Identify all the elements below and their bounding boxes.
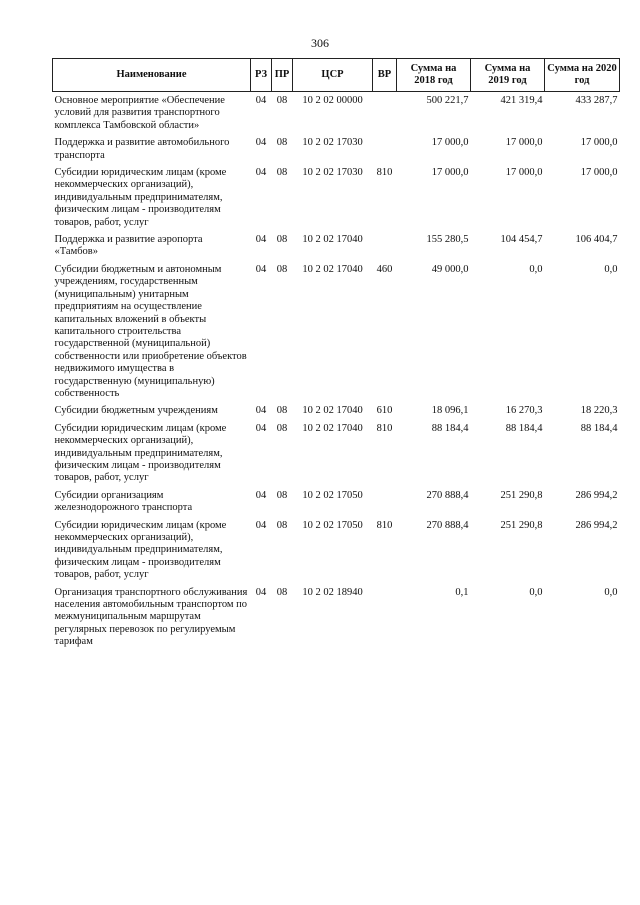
row-sum-2020: 0,0 bbox=[604, 586, 618, 598]
row-pr: 08 bbox=[276, 586, 288, 598]
header-name: Наименование bbox=[53, 59, 251, 92]
table-row bbox=[53, 233, 620, 263]
header-pr: ПР bbox=[272, 59, 293, 92]
row-vr bbox=[373, 92, 397, 137]
row-name: Субсидии бюджетным и автономным учреждениям, государственным (муниципальным) унитарным предприятиям на осуществление капитальных вложений в объекты капитального строительства государственной (муниципальной) собственности или приобретение объектов недвижимого имущества в государственную (муниципальную) собственность bbox=[54, 263, 247, 399]
table-body bbox=[53, 92, 620, 653]
table-row bbox=[53, 136, 620, 166]
row-name: Основное мероприятие «Обеспечение условий для развития транспортного комплекса Тамбовской области» bbox=[54, 95, 225, 131]
table-row bbox=[53, 92, 620, 137]
row-vr: 610 bbox=[376, 405, 393, 417]
row-sum-2020: 18 220,3 bbox=[580, 405, 618, 417]
row-csr: 10 2 02 17050 bbox=[302, 489, 363, 501]
row-name: Субсидии организациям железнодорожного транспорта bbox=[54, 489, 193, 514]
row-sum-2019: 0,0 bbox=[529, 586, 543, 598]
row-sum-2019: 251 290,8 bbox=[500, 489, 543, 501]
row-name: Организация транспортного обслуживания населения автомобильным транспортом по межмуниципальным маршрутам регулярных перевозок по регулируемым тарифам bbox=[54, 586, 248, 648]
row-vr: 810 bbox=[376, 422, 393, 434]
row-sum-2018: 270 888,4 bbox=[426, 519, 469, 531]
row-sum-2018: 0,1 bbox=[455, 586, 469, 598]
row-rz: 04 bbox=[255, 519, 267, 531]
header-csr: ЦСР bbox=[293, 59, 373, 92]
row-sum-2020: 286 994,2 bbox=[575, 489, 618, 501]
row-sum-2019: 16 270,3 bbox=[505, 405, 543, 417]
row-sum-2019: 251 290,8 bbox=[500, 519, 543, 531]
row-pr: 08 bbox=[276, 422, 288, 434]
row-rz: 04 bbox=[255, 422, 267, 434]
row-rz: 04 bbox=[255, 263, 267, 275]
row-vr bbox=[373, 233, 397, 263]
row-rz: 04 bbox=[255, 586, 267, 598]
table-row bbox=[53, 422, 620, 489]
row-vr bbox=[373, 489, 397, 519]
row-csr: 10 2 02 18940 bbox=[302, 586, 363, 598]
row-rz: 04 bbox=[255, 167, 267, 179]
header-sum-2019: Сумма на 2019 год bbox=[471, 59, 545, 92]
row-sum-2019: 421 319,4 bbox=[500, 95, 543, 106]
row-pr: 08 bbox=[276, 234, 288, 246]
table-header bbox=[53, 59, 620, 92]
row-csr: 10 2 02 17030 bbox=[302, 137, 363, 149]
row-csr: 10 2 02 00000 bbox=[302, 95, 363, 106]
row-name: Субсидии юридическим лицам (кроме некоммерческих организаций), индивидуальным предпринимателям, физическим лицам - производителям товаров, работ, услуг bbox=[54, 519, 227, 581]
table-row bbox=[53, 586, 620, 653]
row-rz: 04 bbox=[255, 405, 267, 417]
row-rz: 04 bbox=[255, 95, 267, 106]
row-sum-2018: 49 000,0 bbox=[431, 263, 469, 275]
row-sum-2019: 17 000,0 bbox=[505, 167, 543, 179]
row-csr: 10 2 02 17040 bbox=[302, 234, 363, 246]
row-pr: 08 bbox=[276, 263, 288, 275]
row-sum-2020: 286 994,2 bbox=[575, 519, 618, 531]
row-sum-2018: 155 280,5 bbox=[426, 234, 469, 246]
budget-table bbox=[52, 58, 620, 653]
row-csr: 10 2 02 17030 bbox=[302, 167, 363, 179]
row-name: Поддержка и развитие аэропорта «Тамбов» bbox=[54, 234, 203, 258]
row-vr bbox=[373, 136, 397, 166]
row-sum-2018: 270 888,4 bbox=[426, 489, 469, 501]
row-pr: 08 bbox=[276, 489, 288, 501]
row-sum-2019: 0,0 bbox=[529, 263, 543, 275]
row-sum-2019: 104 454,7 bbox=[500, 234, 543, 246]
page-number: 306 bbox=[311, 36, 329, 50]
row-vr: 810 bbox=[376, 519, 393, 531]
row-sum-2019: 17 000,0 bbox=[505, 137, 543, 149]
row-sum-2020: 106 404,7 bbox=[575, 234, 618, 246]
header-sum-2020: Сумма на 2020 год bbox=[545, 59, 620, 92]
row-vr bbox=[373, 586, 397, 653]
row-vr: 460 bbox=[376, 263, 393, 275]
row-sum-2019: 88 184,4 bbox=[505, 422, 543, 434]
row-sum-2018: 17 000,0 bbox=[431, 137, 469, 149]
row-name: Субсидии юридическим лицам (кроме некоммерческих организаций), индивидуальным предпринимателям, физическим лицам - производителям товаров, работ, услуг bbox=[54, 422, 227, 484]
table-row bbox=[53, 404, 620, 421]
row-csr: 10 2 02 17040 bbox=[302, 405, 363, 417]
row-sum-2018: 500 221,7 bbox=[426, 95, 469, 106]
row-rz: 04 bbox=[255, 234, 267, 246]
table-row bbox=[53, 166, 620, 233]
header-sum-2018: Сумма на 2018 год bbox=[397, 59, 471, 92]
row-pr: 08 bbox=[276, 167, 288, 179]
table-row bbox=[53, 489, 620, 519]
row-sum-2020: 88 184,4 bbox=[580, 422, 618, 434]
row-csr: 10 2 02 17050 bbox=[302, 519, 363, 531]
row-rz: 04 bbox=[255, 489, 267, 501]
row-sum-2020: 17 000,0 bbox=[580, 167, 618, 179]
header-rz: РЗ bbox=[251, 59, 272, 92]
row-name: Субсидии юридическим лицам (кроме некоммерческих организаций), индивидуальным предпринимателям, физическим лицам - производителям товаров, работ, услуг bbox=[54, 167, 227, 228]
table-row bbox=[53, 519, 620, 586]
header-vr: ВР bbox=[373, 59, 397, 92]
row-csr: 10 2 02 17040 bbox=[302, 422, 363, 434]
row-sum-2018: 88 184,4 bbox=[431, 422, 469, 434]
table-row bbox=[53, 263, 620, 404]
row-vr: 810 bbox=[376, 167, 393, 179]
row-name: Поддержка и развитие автомобильного транспорта bbox=[54, 137, 230, 161]
row-sum-2020: 17 000,0 bbox=[580, 137, 618, 149]
row-pr: 08 bbox=[276, 137, 288, 149]
row-name: Субсидии бюджетным учреждениям bbox=[54, 405, 218, 417]
row-sum-2018: 17 000,0 bbox=[431, 167, 469, 179]
row-rz: 04 bbox=[255, 137, 267, 149]
row-sum-2020: 0,0 bbox=[604, 263, 618, 275]
row-sum-2018: 18 096,1 bbox=[431, 405, 469, 417]
row-pr: 08 bbox=[276, 405, 288, 417]
row-sum-2020: 433 287,7 bbox=[575, 95, 618, 106]
row-pr: 08 bbox=[276, 95, 288, 106]
row-pr: 08 bbox=[276, 519, 288, 531]
row-csr: 10 2 02 17040 bbox=[302, 263, 363, 275]
